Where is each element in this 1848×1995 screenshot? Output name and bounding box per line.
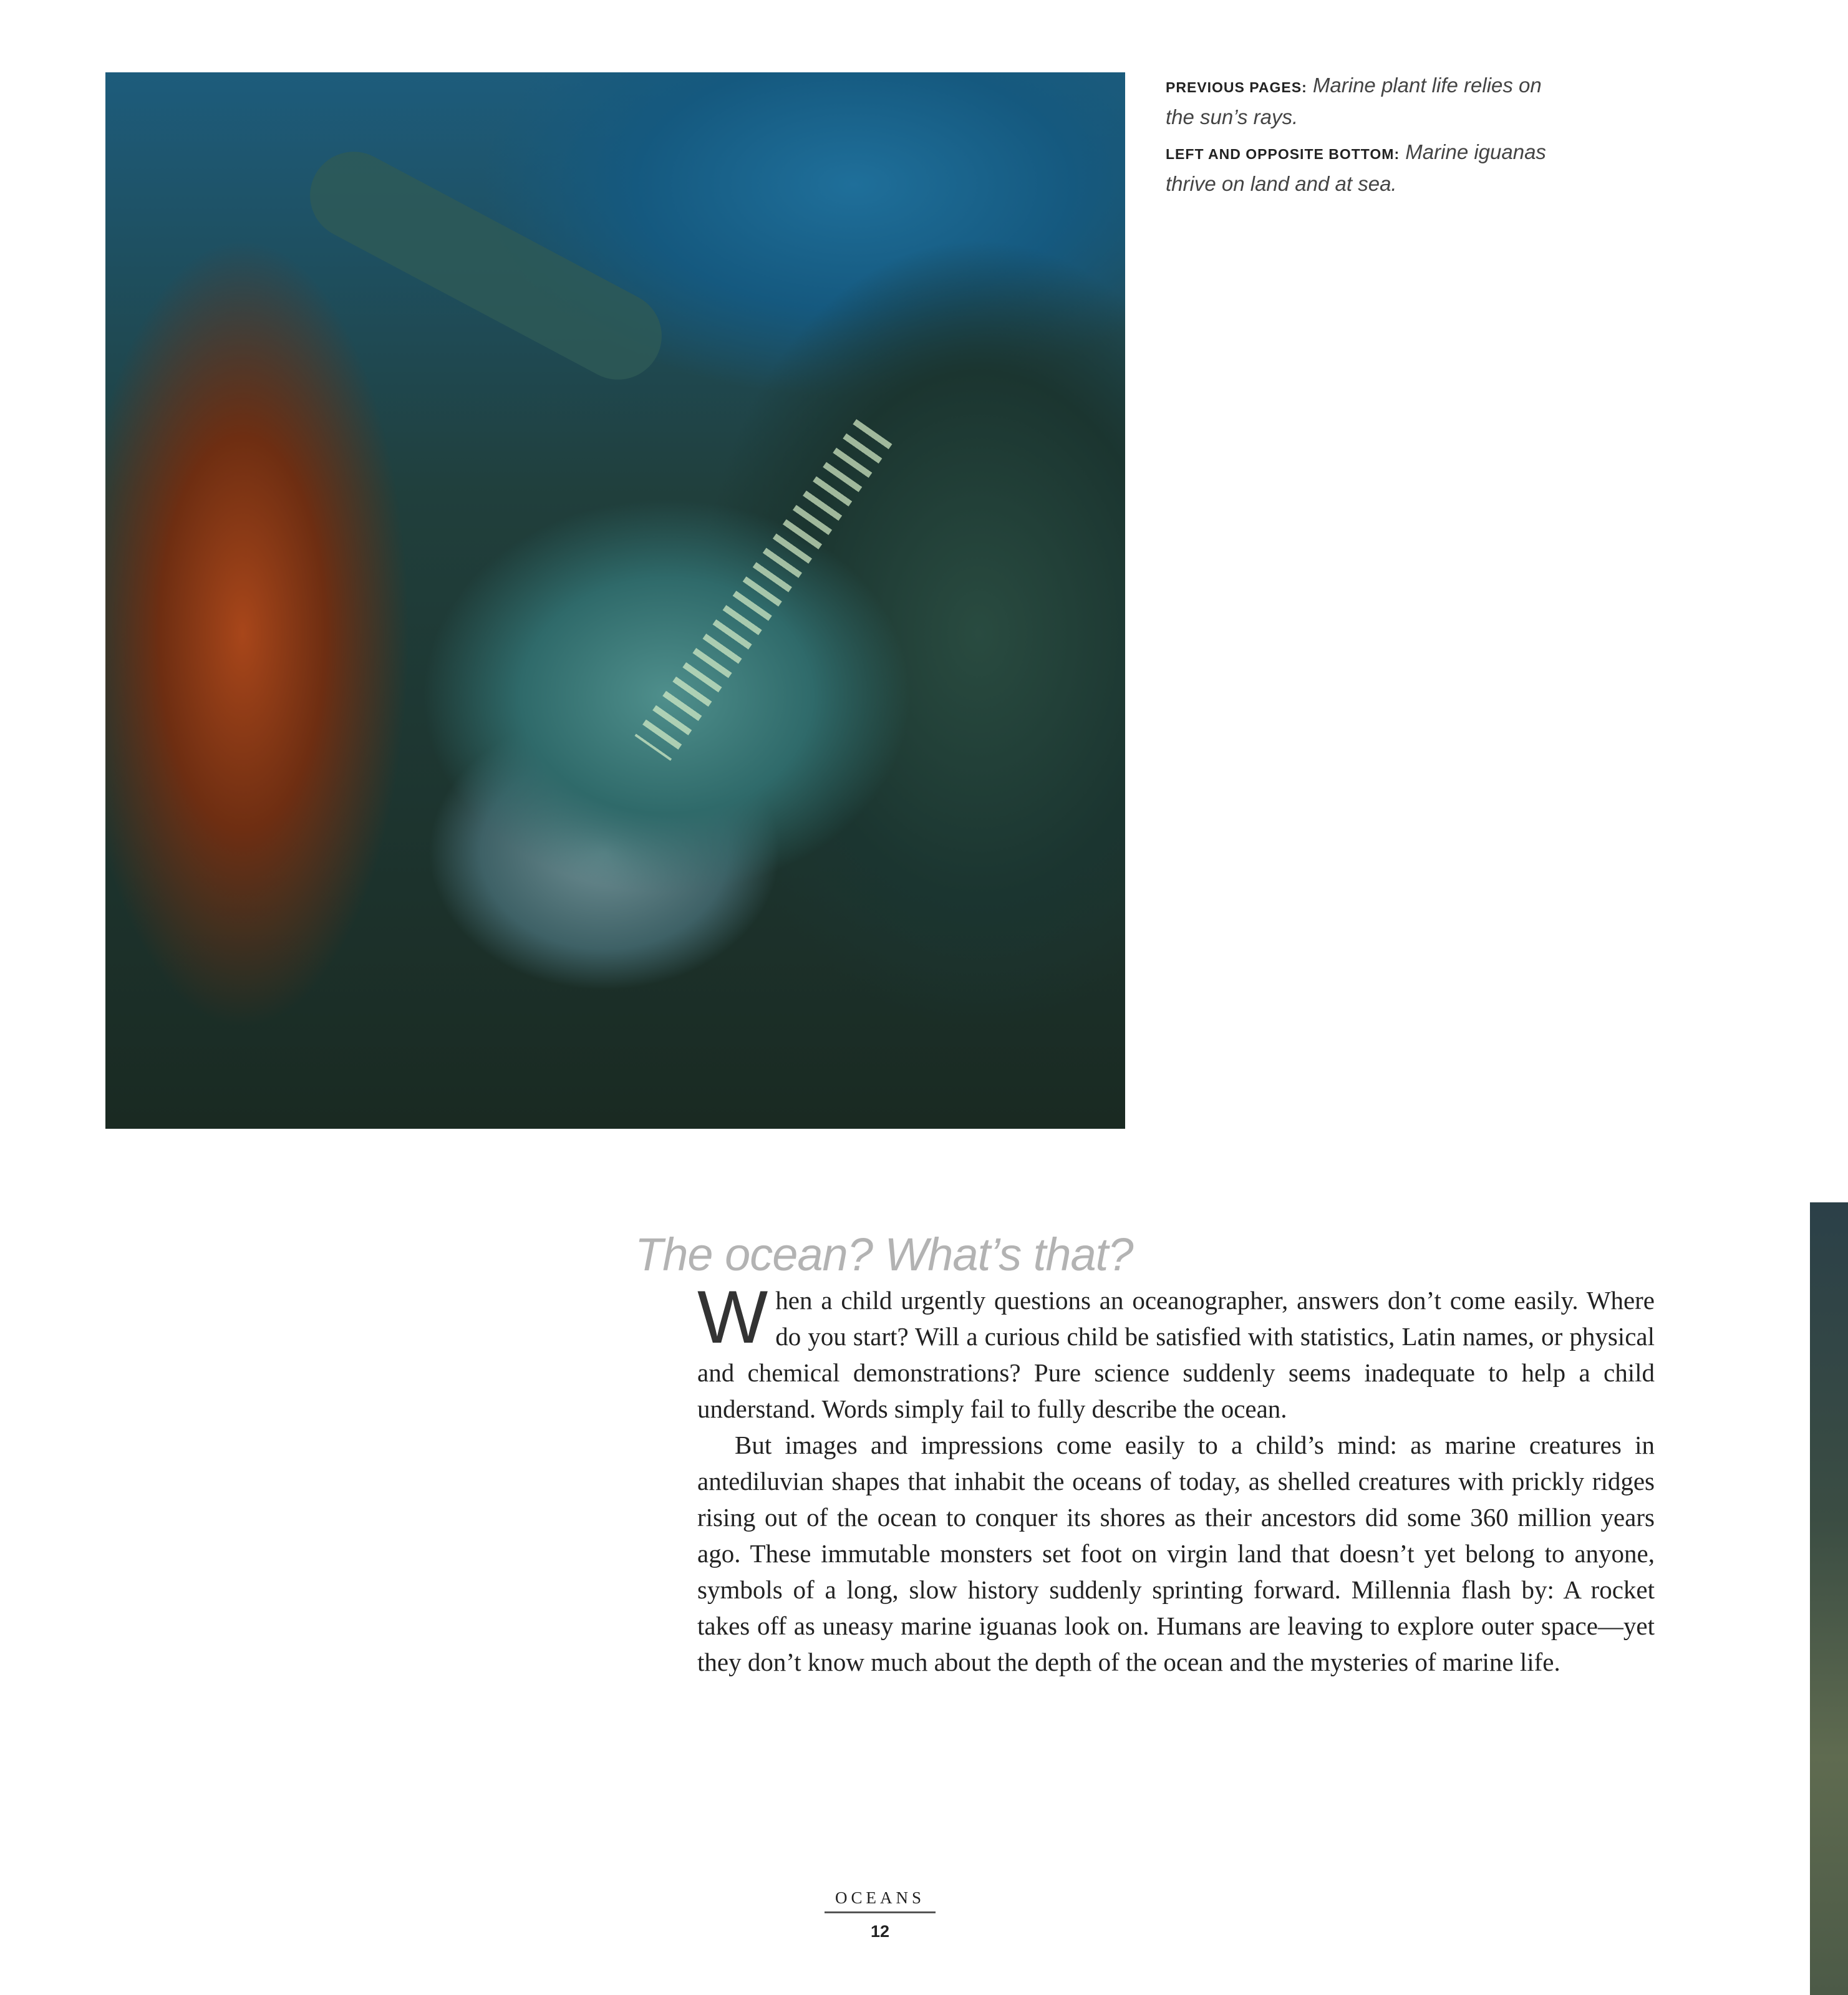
iguana-spines-shape [635, 419, 893, 761]
photo-caption [1166, 70, 1552, 204]
caption-label: LEFT AND OPPOSITE BOTTOM: [1166, 146, 1400, 162]
paragraph-1 [697, 1275, 1655, 1427]
drop-cap: W [697, 1275, 768, 1359]
section-heading: The ocean? What’s that? [635, 1229, 1133, 1281]
caption-label: PREVIOUS PAGES: [1166, 79, 1307, 95]
marine-iguana-photo [105, 72, 1125, 1129]
paragraph-1-text: hen a child urgently questions an oceanographer, answers don’t come easily. Where do you start? Will a curious child be satisfied with statistics, Latin names, or physical and chemical demonstrations? Pure science suddenly seems inadequate to help a child understand. Words simply fail to fully describe the ocean. [697, 1286, 1655, 1423]
caption-left-opposite [1166, 137, 1552, 199]
iguana-arm-shape [294, 137, 677, 395]
opposite-page-photo-edge [1810, 1202, 1848, 1995]
caption-previous-pages [1166, 70, 1552, 132]
page-number: 12 [870, 1922, 890, 1941]
caption-text: Marine plant life relies on the sun’s rays. [1166, 74, 1542, 128]
caption-text: Marine iguanas thrive on land and at sea. [1166, 140, 1546, 195]
running-footer-title: OCEANS [825, 1888, 936, 1913]
body-text [697, 1275, 1655, 1680]
paragraph-2: But images and impressions come easily to a child’s mind: as marine creatures in antediluvian shapes that inhabit the oceans of today, as shelled creatures with prickly ridges rising out of the ocean to conquer its shores as their ancestors did some 360 million years ago. These immutable monsters set foot on virgin land that doesn’t yet belong to anyone, symbols of a long, slow history suddenly sprinting forward. Millennia flash by: A rocket takes off as uneasy marine iguanas look on. Humans are leaving to explore outer space—yet they don’t know much about the depth of the ocean and the mysteries of marine life. [697, 1431, 1655, 1676]
